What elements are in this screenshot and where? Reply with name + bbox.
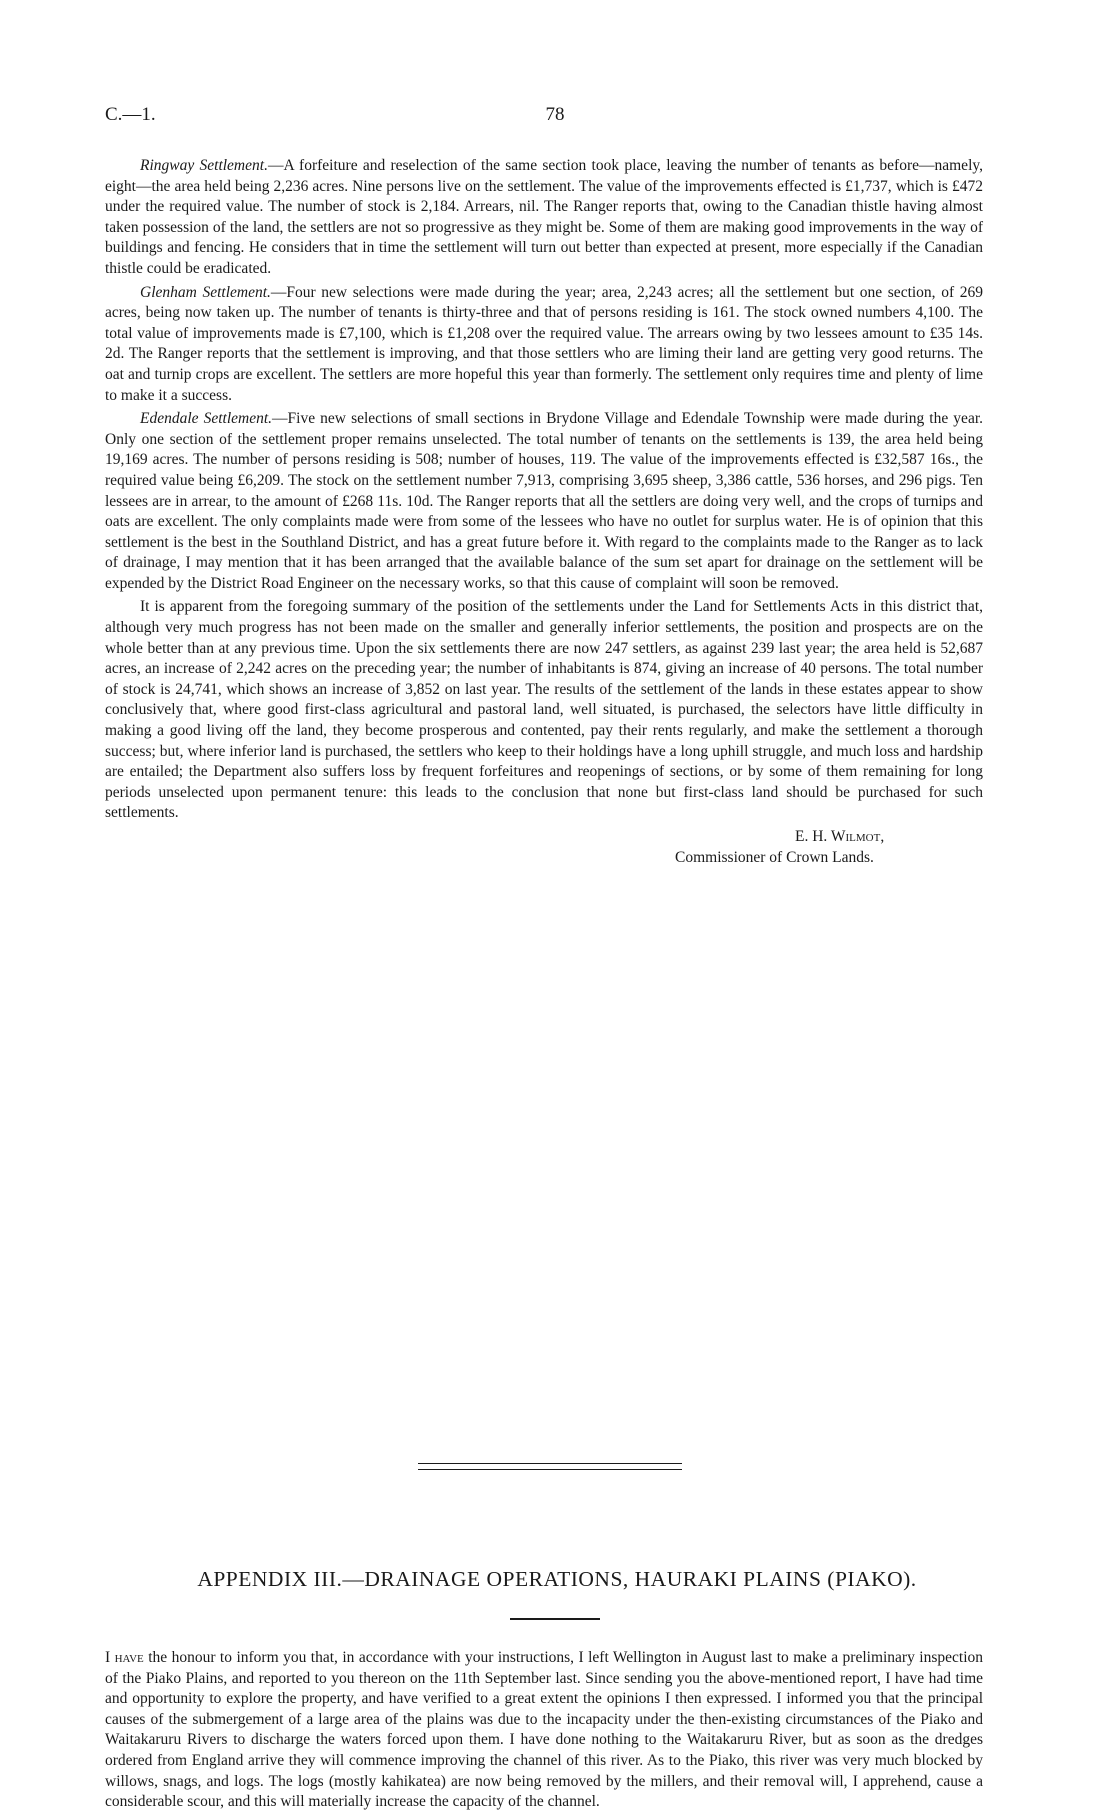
signatory-title: Commissioner of Crown Lands.: [675, 849, 874, 866]
signature-block: [675, 826, 975, 868]
appendix-title: APPENDIX III.—DRAINAGE OPERATIONS, HAURAKI PLAINS (PIAKO).: [197, 1567, 917, 1591]
ringway-paragraph: [105, 156, 983, 280]
glenham-text: —Four new selections were made during the year; area, 2,243 acres; all the settlement but one section, of 269 acres, being now taken up. The number of tenants is thirty-three and that of persons residing is 161. The stock owned numbers 4,100. The total value of improvements made is £7,100, which is £1,208 over the required value. The arrears owing by two lessees amount to £35 14s. 2d. The Ranger reports that the settlement is improving, and that those settlers who are liming their land are getting very good returns. The oat and turnip crops are excellent. The settlers are more hopeful this year than formerly. The settlement only requires time and plenty of lime to make it a success.: [105, 283, 983, 404]
appendix-body: [105, 1648, 983, 1813]
appendix-paragraph: [105, 1648, 983, 1813]
signatory-name: E. H. Wilmot,: [795, 828, 885, 845]
appendix-text: the honour to inform you that, in accordance with your instructions, I left Wellington in August last to make a preliminary inspection of the Piako Plains, and reported to you thereon on the 11th September last. Since sending you the above-mentioned report, I have had time and opportunity to explore the property, and have verified to a great extent the opinions I then expressed. I informed you that the principal causes of the submergement of a large area of the plains was due to the incapacity under the then-existing circumstances of the Piako and Waitakaruru Rivers to discharge the waters forced upon them. I have done nothing to the Waitakaruru River, but as soon as the dredges ordered from England arrive they will commence improving the channel of this river. As to the Piako, this river was very much blocked by willows, snags, and logs. The logs (mostly kahikatea) are now being removed by the millers, and their removal will, I apprehend, cause a considerable scour, and this will materially increase the capacity of the channel.: [105, 1649, 984, 1811]
ringway-heading: Ringway Settlement.: [140, 157, 268, 174]
section-divider: [418, 1463, 682, 1470]
title-underline: [510, 1618, 600, 1620]
edendale-heading: Edendale Settlement.: [140, 410, 273, 428]
glenham-heading: Glenham Settlement.: [140, 283, 271, 301]
page-header: [105, 104, 1005, 128]
summary-paragraph: It is apparent from the foregoing summary of the position of the settlements under the Land for Settlements Acts in this district that, although very much progress has not been made on the smaller and generally inferior settlements, the position and prospects are on the whole better than at any previous time. Upon the six settlements there are now 247 settlers, as against 239 last year; the area held is 52,687 acres, an increase of 2,242 acres on the preceding year; the number of inhabitants is 874, giving an increase of 40 persons. The total number of stock is 24,741, which shows an increase of 3,852 on last year. The results of the settlement of the lands in these estates appear to show conclusively that, where good first-class agricultural and pastoral land, well situated, is purchased, the selectors have little difficulty in making a good living off the land, they become prosperous and contented, pay their rents regularly, and make the settlement a thorough success; but, where inferior land is purchased, the settlers who keep to their holdings have a long uphill struggle, and much loss and hardship are entailed; the Department also suffers loss by frequent forfeitures and reopenings of sections, or by some of them remaining for long periods unselected upon permanent tenure: this leads to the conclusion that none but first-class land should be purchased for such settlements.: [105, 598, 983, 822]
page-number: 78: [545, 104, 565, 125]
edendale-paragraph: [105, 409, 983, 594]
report-body: [105, 156, 983, 868]
document-reference: C.—1.: [105, 104, 156, 125]
glenham-paragraph: [105, 283, 983, 407]
edendale-text: —Five new selections of small sections in Brydone Village and Edendale Township were made during the year. Only one section of the settlement proper remains unselected. The total number of tenants on the settlements is 139, the area held being 19,169 acres. The number of persons residing is 508; number of houses, 119. The value of the improvements effected is £32,587 16s., the required value being £6,209. The stock on the settlement number 7,913, comprising 3,695 sheep, 3,386 cattle, 536 horses, and 296 pigs. Ten lessees are in arrear, to the amount of £268 11s. 10d. The Ranger reports that all the settlers are doing very well, and the crops of turnips and oats are excellent. The only complaints made were from some of the lessees who have no outlet for surplus water. He is of opinion that this settlement is the best in the Southland District, and has a great future before it. With regard to the complaints made to the Ranger as to lack of drainage, I may mention that it has been arranged that the available balance of the sum set apart for drainage on the settlement will be expended by the District Road Engineer on the necessary works, so that this cause of complaint will soon be removed.: [105, 410, 984, 592]
ringway-text: —A forfeiture and reselection of the same section took place, leaving the number of tenants as before—namely, eight—the area held being 2,236 acres. Nine persons live on the settlement. The value of the improvements effected is £1,737, which is £472 under the required value. The number of stock is 2,184. Arrears, nil. The Ranger reports that, owing to the Canadian thistle having almost taken possession of the land, the settlers are not so progressive as they might be. Some of them are making good improvements in the way of buildings and fencing. He considers that in time the settlement will turn out better than expected at present, more especially if the Canadian thistle could be eradicated.: [105, 157, 983, 277]
appendix-opening: I have: [105, 1649, 144, 1666]
